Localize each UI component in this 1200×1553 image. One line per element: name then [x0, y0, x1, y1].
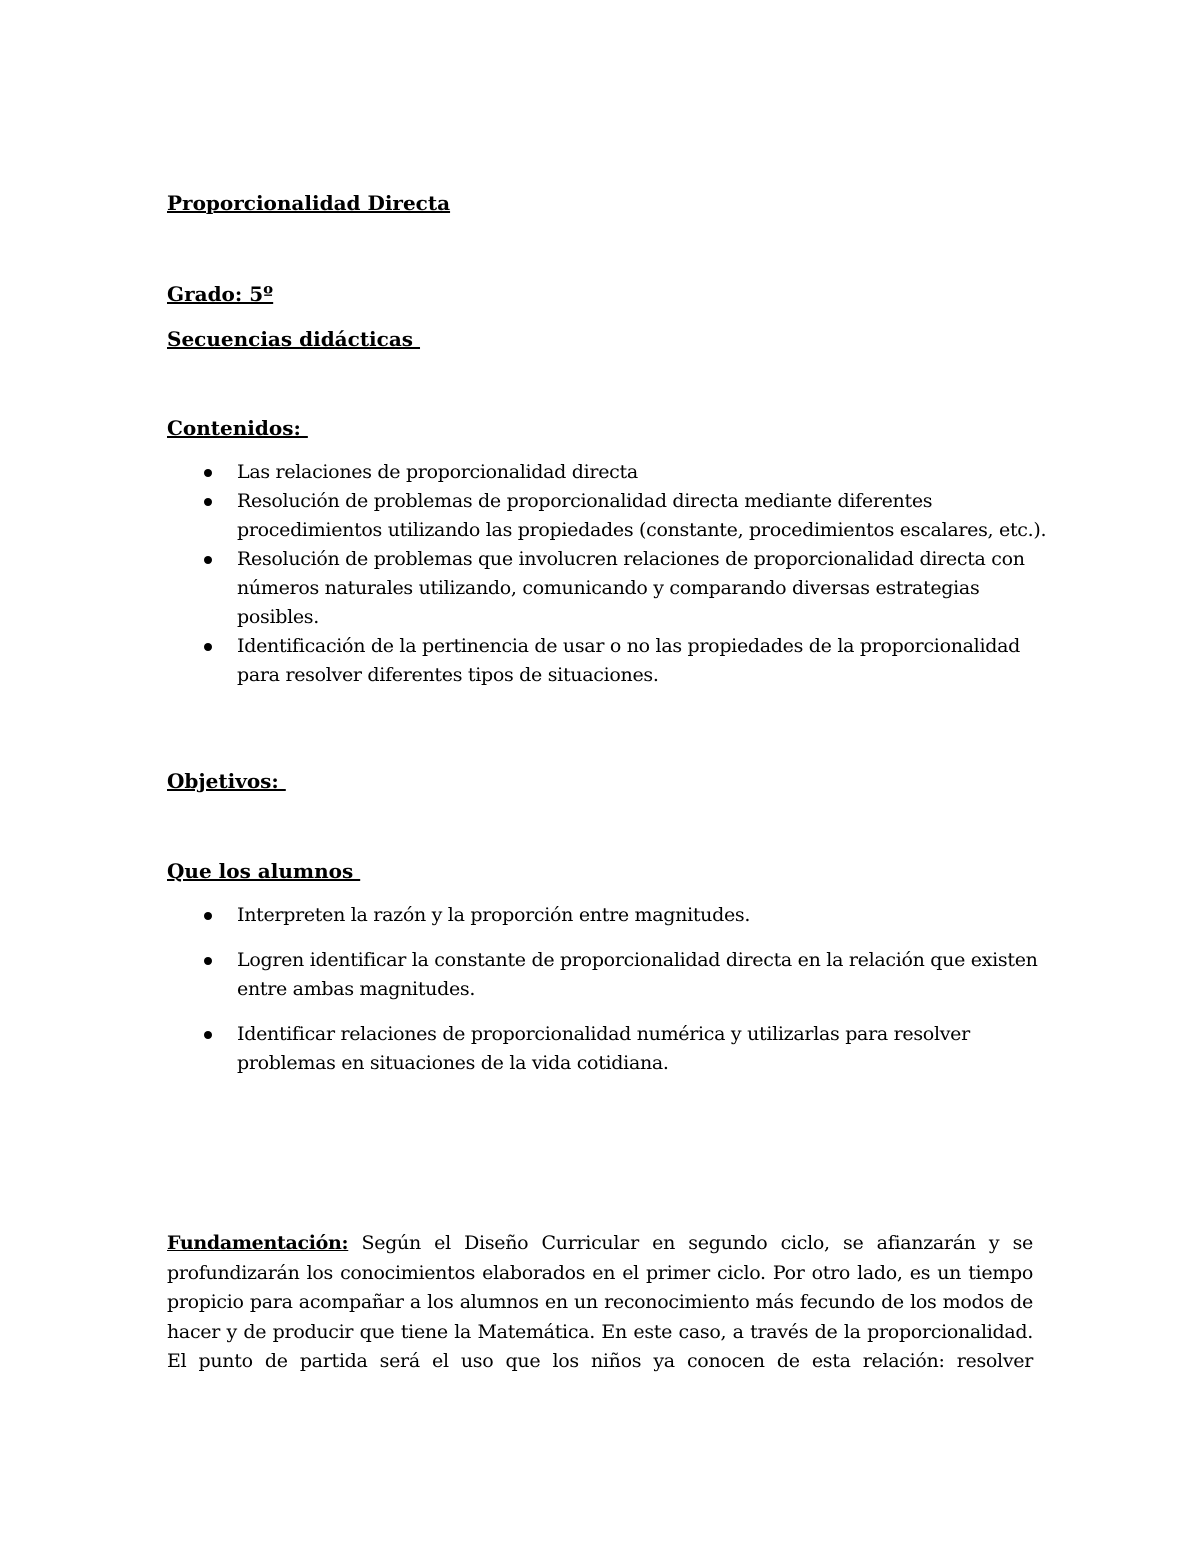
contenidos-heading: Contenidos: [167, 416, 308, 440]
bullet-icon [204, 498, 212, 506]
contenidos-list [167, 458, 1047, 690]
fundamentacion-paragraph [167, 1229, 1033, 1377]
bullet-icon [204, 643, 212, 651]
list-item: Identificar relaciones de proporcionalidad numérica y utilizarlas para resolver problemas en situaciones de la vida cotidiana. [167, 1020, 1047, 1078]
list-item: Resolución de problemas de proporcionalidad directa mediante diferentes procedimientos utilizando las propiedades (constante, procedimientos escalares, etc.). [167, 487, 1047, 545]
bullet-icon [204, 1031, 212, 1039]
bullet-icon [204, 469, 212, 477]
list-item: Identificación de la pertinencia de usar o no las propiedades de la proporcionalidad para resolver diferentes tipos de situaciones. [167, 632, 1047, 690]
fundamentacion-text: Según el Diseño Curricular en segundo ciclo, se afianzarán y se profundizarán los conocimientos elaborados en el primer ciclo. Por otro lado, es un tiempo propicio para acompañar a los alumnos en un reconocimiento más fecundo de los modos de hacer y de producir que tiene la Matemática. En este caso, a través de la proporcionalidad. El punto de partida será el uso que los niños ya conocen de esta relación: resolver [167, 1232, 1033, 1372]
bullet-icon [204, 957, 212, 965]
document-title: Proporcionalidad Directa [167, 191, 451, 215]
list-item: Interpreten la razón y la proporción entre magnitudes. [167, 901, 1047, 930]
secuencias-heading: Secuencias didácticas [167, 327, 421, 351]
grado-heading: Grado: 5º [167, 282, 274, 306]
list-item: Las relaciones de proporcionalidad directa [167, 458, 1047, 487]
list-item: Logren identificar la constante de proporcionalidad directa en la relación que existen entre ambas magnitudes. [167, 946, 1047, 1004]
bullet-icon [204, 912, 212, 920]
bullet-icon [204, 556, 212, 564]
que-los-alumnos-heading: Que los alumnos [167, 859, 361, 883]
objetivos-list [167, 901, 1047, 1094]
list-item: Resolución de problemas que involucren relaciones de proporcionalidad directa con números naturales utilizando, comunicando y comparando diversas estrategias posibles. [167, 545, 1047, 632]
objetivos-heading: Objetivos: [167, 769, 286, 793]
fundamentacion-label: Fundamentación: [167, 1232, 349, 1254]
